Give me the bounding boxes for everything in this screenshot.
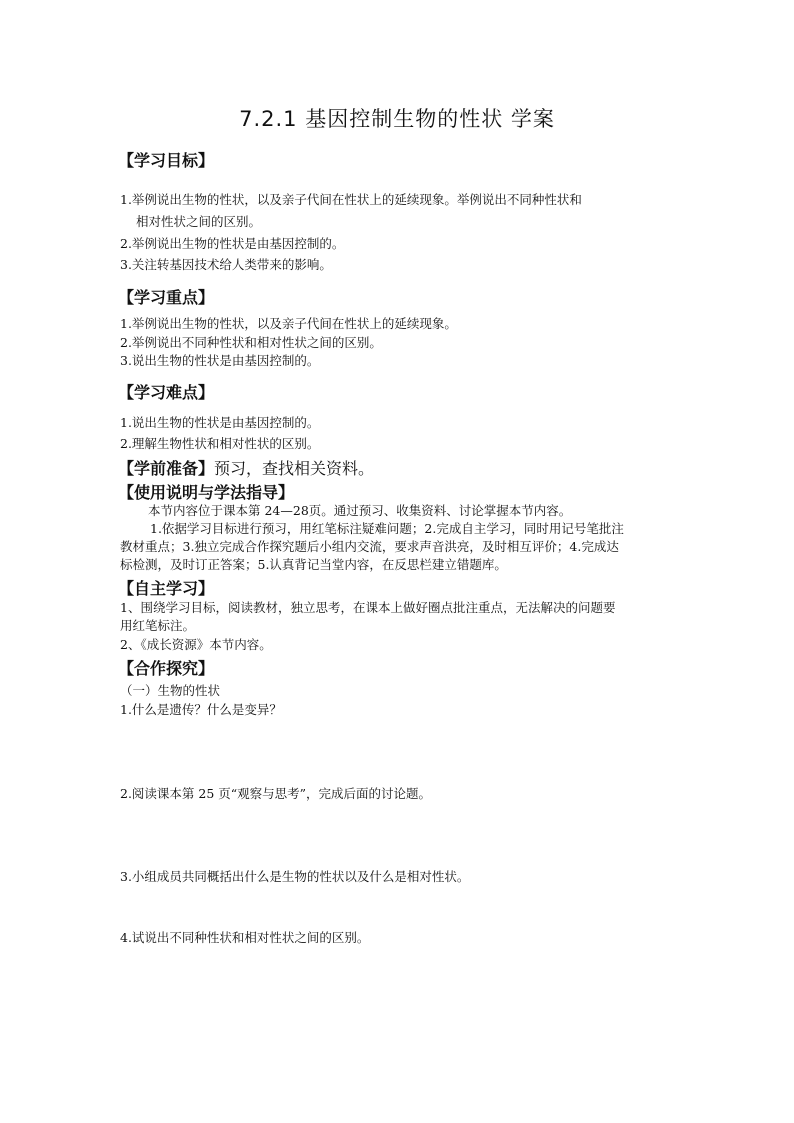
section-preparation — [118, 456, 374, 479]
key-point-1: 1.举例说出生物的性状，以及亲子代间在性状上的延续现象。 — [120, 316, 457, 331]
self-study-line-1: 1、围绕学习目标，阅读教材，独立思考，在课本上做好圈点批注重点，无法解决的问题要 — [120, 600, 616, 615]
question-2: 2.阅读课本第 25 页“观察与思考”，完成后面的讨论题。 — [120, 786, 432, 801]
section-heading-guidance: 【使用说明与学法指导】 — [118, 483, 295, 502]
section-heading-preparation: 【学前准备】 — [118, 459, 215, 478]
question-4: 4.试说出不同种性状和相对性状之间的区别。 — [120, 930, 370, 945]
section-heading-difficulties: 【学习难点】 — [118, 383, 215, 402]
self-study-line-2: 用红笔标注。 — [120, 618, 196, 633]
goals-item-2: 2.举例说出生物的性状是由基因控制的。 — [120, 236, 345, 251]
question-3: 3.小组成员共同概括出什么是生物的性状以及什么是相对性状。 — [120, 869, 470, 884]
preparation-text: 预习，查找相关资料。 — [214, 459, 375, 478]
guidance-line-3: 教材重点；3.独立完成合作探究题后小组内交流，要求声音洪亮，及时相互评价；4.完成达 — [120, 539, 619, 554]
section-heading-goals: 【学习目标】 — [118, 151, 215, 170]
key-point-3: 3.说出生物的性状是由基因控制的。 — [120, 353, 320, 368]
goals-item-3: 3.关注转基因技术给人类带来的影响。 — [120, 257, 332, 272]
cooperation-subheading: （一）生物的性状 — [120, 683, 221, 698]
section-heading-self-study: 【自主学习】 — [118, 579, 215, 598]
section-heading-cooperation: 【合作探究】 — [118, 659, 215, 678]
goals-item-1: 1.举例说出生物的性状，以及亲子代间在性状上的延续现象。举例说出不同种性状和 — [120, 192, 582, 207]
question-1: 1.什么是遗传？什么是变异？ — [120, 702, 282, 717]
section-heading-key-points: 【学习重点】 — [118, 288, 215, 307]
guidance-line-1: 本节内容位于课本第 24—28页。通过预习、收集资料、讨论掌握本节内容。 — [148, 503, 572, 518]
key-point-2: 2.举例说出不同种性状和相对性状之间的区别。 — [120, 335, 382, 350]
guidance-line-2: 1.依据学习目标进行预习，用红笔标注疑难问题；2.完成自主学习，同时用记号笔批注 — [150, 521, 624, 536]
goals-item-1-cont: 相对性状之间的区别。 — [136, 214, 262, 229]
difficulty-1: 1.说出生物的性状是由基因控制的。 — [120, 415, 320, 430]
self-study-line-3: 2、《成长资源》本节内容。 — [120, 637, 272, 652]
difficulty-2: 2.理解生物性状和相对性状的区别。 — [120, 436, 320, 451]
page-title: 7.2.1 基因控制生物的性状 学案 — [239, 107, 555, 131]
guidance-line-4: 标检测，及时订正答案；5.认真背记当堂内容，在反思栏建立错题库。 — [120, 557, 507, 572]
